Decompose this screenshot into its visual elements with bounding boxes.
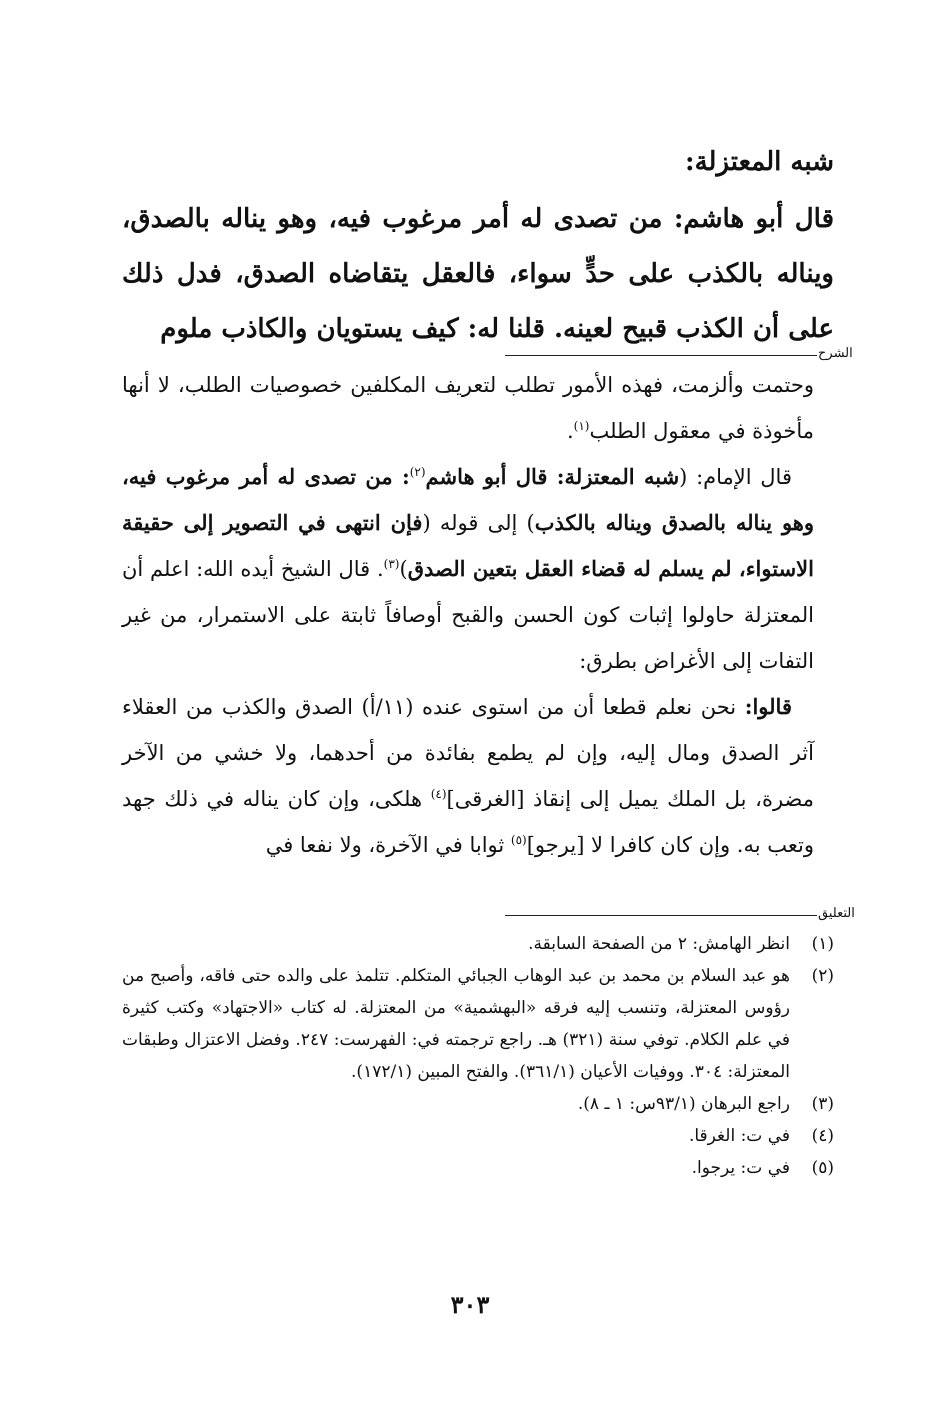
sharh-label: الشرح [818, 346, 853, 361]
sharh-p2-text-e: . قال الشيخ أيده الله: اعلم أن المعتزلة حاولوا إثبات كون الحسن والقبح أوصافاً ثابتة على الاستمرار، من غير التفات إلى الأغراض بطرق: [122, 557, 814, 673]
footnote-text: انظر الهامش: ٢ من الصفحة السابقة. [528, 934, 790, 954]
sharh-paragraph-2 [122, 454, 814, 684]
footnote-number: (٤) [811, 1126, 834, 1146]
footnotes-block [122, 928, 834, 1184]
footnote-ref-4: (٤) [430, 787, 447, 801]
footnote-text: في ت: الغرقا. [688, 1126, 790, 1146]
sharh-p1-text: وحتمت وألزمت، فهذه الأمور تطلب لتعريف المكلفين خصوصيات الطلب، لا أنها مأخوذة في معقول الطلب [122, 373, 814, 443]
sharh-p2-quote-1: شبه المعتزلة: قال أبو هاشم [425, 464, 680, 489]
notes-label: التعليق [818, 906, 855, 921]
sharh-separator-line [505, 355, 817, 356]
sharh-p1-end: . [566, 419, 574, 443]
sharh-paragraph-3 [122, 684, 814, 868]
sharh-text-block [122, 362, 814, 868]
footnote-item [122, 960, 834, 1088]
footnote-item [122, 928, 834, 960]
sharh-p2-text-d: ) [399, 557, 408, 581]
footnote-ref-2: (٢) [409, 465, 426, 479]
footnote-item [122, 1120, 834, 1152]
sharh-p3-text-c: هلكى، وإن كان يناله في ذلك جهد وتعب به. وإن كان كافرا لا [يرجو] [122, 787, 814, 857]
footnote-number: (٢) [811, 966, 834, 986]
footnote-text: هو عبد السلام بن محمد بن عبد الوهاب الجبائي المتكلم. تتلمذ على والده حتى فاقه، وأصبح من رؤوس المعتزلة، وتنسب إليه فرقه «البهشمية» من المعتزلة. له كتاب «الاجتهاد» وكتب كثيرة في علم الكلام. توفي سنة (٣٢١) هـ. راجع ترجمته في: الفهرست: ٢٤٧. وفضل الاعتزال وطبقات المعتزلة: ٣٠٤. ووفيات الأعيان (٣٦١/١). والفتح المبين (١٧٢/١). [122, 966, 790, 1082]
notes-separator-line [505, 915, 817, 916]
sharh-paragraph-1 [122, 362, 814, 454]
footnote-number: (١) [811, 934, 834, 954]
sharh-p2-quote-3: فإن انتهى في التصوير إلى حقيقة الاستواء، لم يسلم له قضاء العقل بتعين الصدق [122, 510, 814, 581]
matn-paragraph: قال أبو هاشم: من تصدى له أمر مرغوب فيه، وهو يناله بالصدق، ويناله بالكذب على حدٍّ سواء، فالعقل يتقاضاه الصدق، فدل ذلك على أن الكذب قبيح لعينه. قلنا له: كيف يستويان والكاذب ملوم [122, 204, 834, 344]
footnote-ref-3: (٣) [383, 557, 400, 571]
sharh-p2-text-a: قال الإمام: ( [679, 465, 792, 489]
footnote-item [122, 1088, 834, 1120]
footnote-item [122, 1152, 834, 1184]
sharh-p2-quote-2: : من تصدى له أمر مرغوب فيه، وهو يناله بالصدق ويناله بالكذب [122, 464, 815, 535]
section-heading: شبه المعتزلة: [685, 147, 834, 177]
sharh-p2-text-c: ) إلى قوله ( [422, 511, 535, 535]
matn-text-block [122, 192, 834, 357]
footnote-number: (٥) [811, 1158, 834, 1178]
sharh-p3-text-a: نحن نعلم قطعا أن من استوى عنده (١١/أ) الصدق والكذب من العقلاء آثر الصدق ومال إليه، وإن لم يطمع بفائدة من أحدهما، ولا خشي من الآخر مضرة، بل الملك يميل إلى إنقاذ [الغرقى] [122, 695, 814, 811]
footnote-number: (٣) [811, 1094, 834, 1114]
footnote-text: في ت: يرجوا. [691, 1158, 790, 1178]
sharh-p3-text-d: ثوابا في الآخرة، ولا نفعا في [265, 833, 511, 857]
footnote-text: راجع البرهان (٩٣/١س: ١ ـ ٨). [577, 1094, 790, 1114]
footnote-ref-5: (٥) [510, 833, 527, 847]
sharh-p3-lead: قالوا: [744, 694, 792, 719]
footnote-ref-1: (١) [573, 419, 590, 433]
page-number: ٣٠٣ [450, 1290, 490, 1319]
